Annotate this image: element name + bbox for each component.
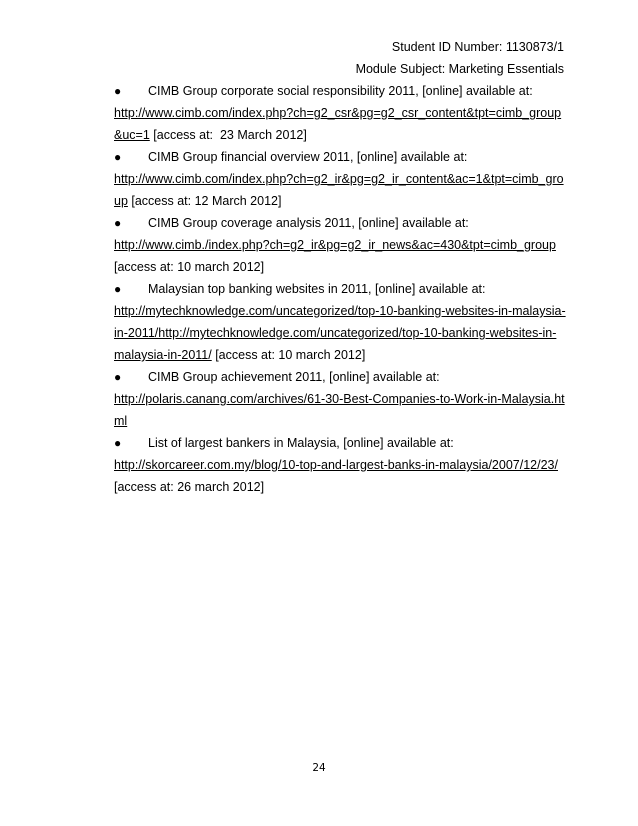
reference-title: CIMB Group achievement 2011, [online] available at: [148,370,440,384]
access-date: [access at: 26 march 2012] [114,480,265,494]
reference-link[interactable]: http://www.cimb.com/index.php?ch=g2_csr&pg=g2_csr_content&tpt=cimb_group&uc=1 [114,106,562,142]
access-date: [access at: 23 March 2012] [149,128,307,142]
reference-item [114,366,566,432]
access-date: [access at: 10 march 2012] [114,260,265,274]
bullet-icon: ● [114,370,122,384]
reference-item [114,278,566,366]
reference-title: CIMB Group financial overview 2011, [online] available at: [148,150,468,164]
module-subject-line: Module Subject: Marketing Essentials [355,62,564,76]
reference-item [114,80,566,146]
student-id-line: Student ID Number: 1130873/1 [391,40,564,54]
reference-title: Malaysian top banking websites in 2011, [online] available at: [148,282,486,296]
bullet-icon: ● [114,150,122,164]
reference-item [114,146,566,212]
page-number: 24 [312,762,326,774]
reference-item [114,212,566,278]
access-date: [access at: 10 march 2012] [211,348,366,362]
reference-title: List of largest bankers in Malaysia, [online] available at: [148,436,454,450]
page-header [356,36,564,80]
reference-list [114,80,566,498]
reference-title: CIMB Group coverage analysis 2011, [online] available at: [148,216,469,230]
reference-link[interactable]: http://www.cimb.com/index.php?ch=g2_ir&pg=g2_ir_content&ac=1&tpt=cimb_group [114,172,564,208]
reference-link[interactable]: http://www.cimb./index.php?ch=g2_ir&pg=g2_ir_news&ac=430&tpt=cimb_group [114,238,556,252]
bullet-icon: ● [114,436,122,450]
reference-item [114,432,566,498]
bullet-icon: ● [114,282,122,296]
access-date: [access at: 12 March 2012] [127,194,282,208]
bullet-icon: ● [114,216,122,230]
reference-link[interactable]: http://skorcareer.com.my/blog/10-top-and-largest-banks-in-malaysia/2007/12/23/ [114,458,558,472]
reference-link[interactable]: http://polaris.canang.com/archives/61-30-Best-Companies-to-Work-in-Malaysia.html [114,392,565,428]
reference-title: CIMB Group corporate social responsibility 2011, [online] available at: [148,84,533,98]
bullet-icon: ● [114,84,122,98]
reference-link[interactable]: http://mytechknowledge.com/uncategorized/top-10-banking-websites-in-malaysia-in-2011/http://mytechknowledge.com/uncategorized/top-10-banking-websites-in-malaysia-in-2011/ [114,304,566,362]
